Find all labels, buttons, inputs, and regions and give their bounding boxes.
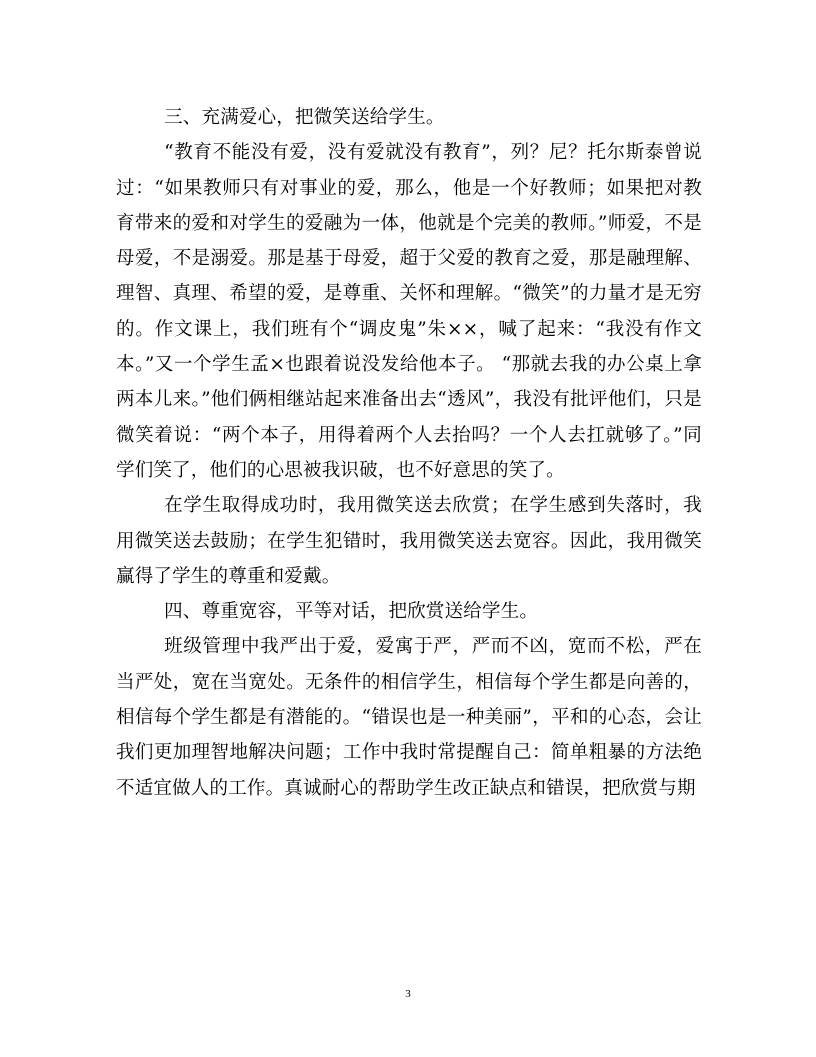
section-heading-3: 三、充满爱心，把微笑送给学生。 <box>164 107 445 128</box>
section-heading-4: 四、尊重宽容，平等对话，把欣赏送给学生。 <box>164 601 539 623</box>
page-number: 3 <box>405 988 411 1000</box>
paragraph-class-management: 班级管理中我严出于爱，爱寓于严，严而不凶，宽而不松，严在当严处，宽在当宽处。无条件的相信学生，相信每个学生都是向善的，相信每个学生都是有潜能的。“错误也是一种美丽”，平和的心态，会让我们更加理智地解决问题；工作中我时常提醒自己：简单粗暴的方法绝不适宜做人的工作。真诚耐心的帮助学生改正缺点和错误，把欣赏与期 <box>116 636 702 799</box>
body-text <box>116 100 702 806</box>
paragraph-teacher-love: “教育不能没有爱，没有爱就没有教育”，列？尼？托尔斯泰曾说过：“如果教师只有对事业的爱，那么，他是一个好教师；如果把对教育带来的爱和对学生的爱融为一体，他就是个完美的教师。”师爱，不是母爱，不是溺爱。那是基于母爱，超于父爱的教育之爱，那是融理解、理智、真理、希望的爱，是尊重、关怀和理解。“微笑”的力量才是无穷的。作文课上，我们班有个“调皮鬼”朱××，喊了起来：“我没有作文本。”又一个学生孟×也跟着说没发给他本子。 “那就去我的办公桌上拿两本儿来。”他们俩相继站起来准备出去“透风”，我没有批评他们，只是微笑着说：“两个本子，用得着两个人去抬吗？一个人去扛就够了。”同学们笑了，他们的心思被我识破，也不好意思的笑了。 <box>116 142 702 481</box>
paragraph-smile: 在学生取得成功时，我用微笑送去欣赏；在学生感到失落时，我用微笑送去鼓励；在学生犯错时，我用微笑送去宽容。因此，我用微笑赢得了学生的尊重和爱戴。 <box>116 495 702 587</box>
